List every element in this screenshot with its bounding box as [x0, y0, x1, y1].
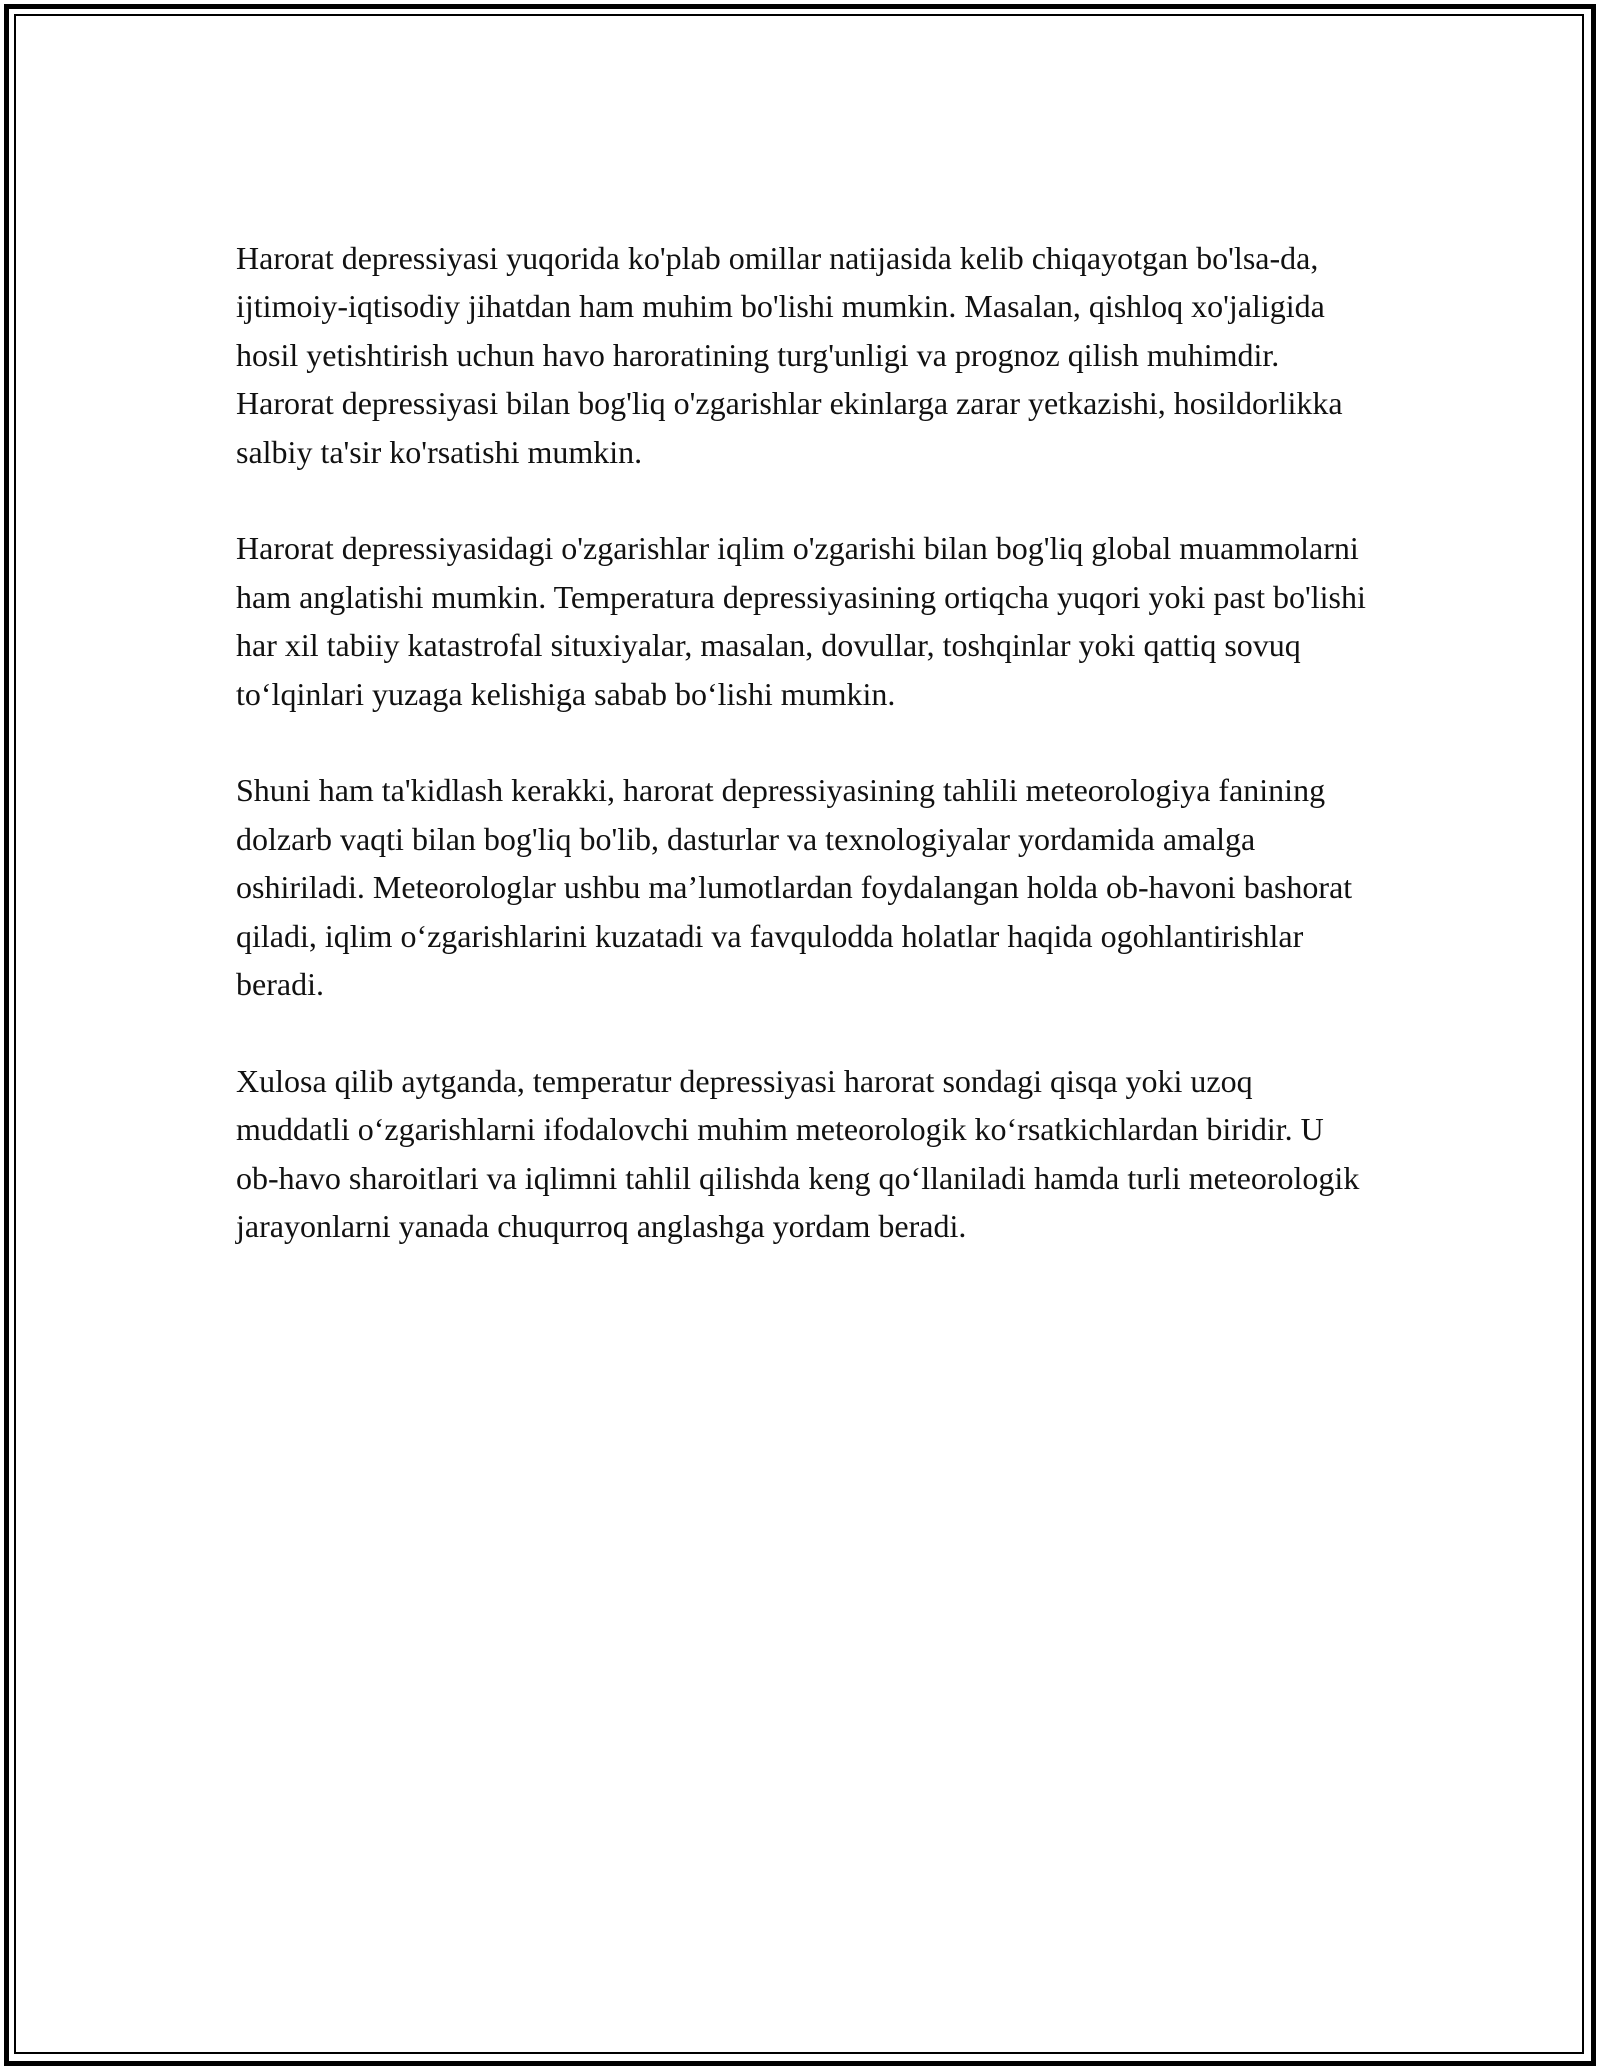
paragraph-4: Xulosa qilib aytganda, temperatur depressiyasi harorat sondagi qisqa yoki uzoq muddatli o‘zgarishlarni ifodalovchi muhim meteorologik ko‘rsatkichlardan biridir. U ob-havo sharoitlari va iqlimni tahlil qilishda keng qo‘llaniladi hamda turli meteorologik jarayonlarni yanada chuqurroq anglashga yordam beradi. — [236, 1062, 1360, 1245]
document-body — [236, 234, 1366, 1299]
paragraph-3: Shuni ham ta'kidlash kerakki, harorat depressiyasining tahlili meteorologiya fanining dolzarb vaqti bilan bog'liq bo'lib, dasturlar va texnologiyalar yordamida amalga oshiriladi. Meteorologlar ushbu ma’lumotlardan foydalangan holda ob-havoni bashorat qiladi, iqlim o‘zgarishlarini kuzatadi va favqulodda holatlar haqida ogohlantirishlar beradi. — [236, 772, 1353, 1003]
paragraph-1: Harorat depressiyasi yuqorida ko'plab omillar natijasida kelib chiqayotgan bo'lsa-da, ijtimoiy-iqtisodiy jihatdan ham muhim bo'lishi mumkin. Masalan, qishloq xo'jaligida hosil yetishtirish uchun havo haroratining turg'unligi va prognoz qilish muhimdir. Harorat depressiyasi bilan bog'liq o'zgarishlar ekinlarga zarar yetkazishi, hosildorlikka salbiy ta'sir ko'rsatishi mumkin. — [236, 240, 1343, 470]
paragraph-2: Harorat depressiyasidagi o'zgarishlar iqlim o'zgarishi bilan bog'liq global muammolarni ham anglatishi mumkin. Temperatura depressiyasining ortiqcha yuqori yoki past bo'lishi har xil tabiiy katastrofal situxiyalar, masalan, dovullar, toshqinlar yoki qattiq sovuq to‘lqinlari yuzaga kelishiga sabab bo‘lishi mumkin. — [236, 530, 1366, 712]
